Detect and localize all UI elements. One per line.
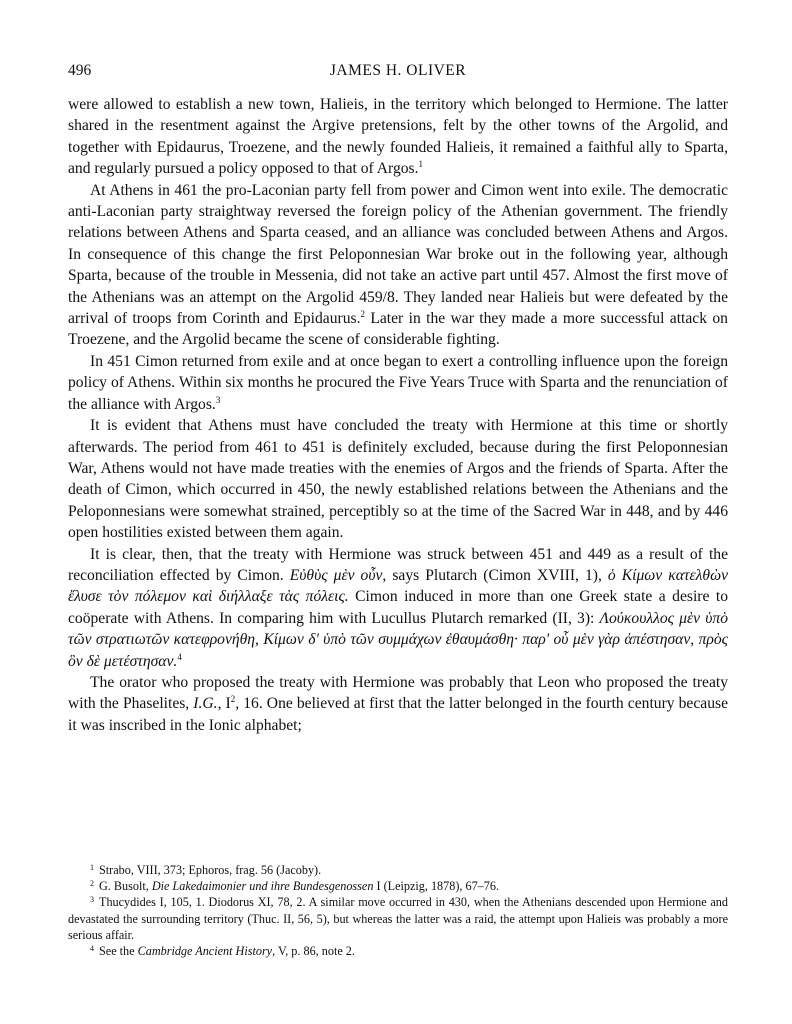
footnote-text: G. Busolt, [99,879,152,894]
footnote-text: See the [99,944,138,959]
footnote-mark: 2 [90,879,94,889]
footnote-text: , V, p. 86, note 2. [272,944,355,959]
footnotes [68,862,728,959]
paragraph-text: says Plutarch (Cimon XVIII, 1), [386,566,608,584]
paragraph-0 [68,94,728,180]
paragraph-2 [68,351,728,415]
greek-quotation: Εὐθὺς μὲν οὖν, [289,566,387,584]
footnote-ref-4: 4 [177,651,182,662]
paragraph-text: It is evident that Athens must have concluded the treaty with Hermione at this time or shortly afterwards. The period from 461 to 451 is definitely excluded, because during the first Peloponnesian War, Athens would not have made treaties with the enemies of Argos and the friends of Sparta. After the death of Cimon, which occurred in 450, the newly established relations between the Athenians and the Peloponnesians were somewhat strained, perceptibly so at the time of the Sacred War in 448, and by 446 open hostilities existed between them again. [68,417,728,542]
footnote-mark: 4 [90,944,94,954]
footnote-4 [68,943,728,959]
paragraph-4 [68,544,728,672]
footnote-ref-3: 3 [215,394,221,405]
body-text [68,94,728,736]
paragraph-text: In 451 Cimon returned from exile and at once began to exert a controlling influence upon the foreign policy of Athens. Within six months he procured the Five Years Truce with Sparta and the renunciation of the alliance with Argos. [68,352,728,413]
paragraph-5 [68,672,728,736]
citation: I.G. [193,695,218,713]
paragraph-text: Later in the war they made a more successful attack on Troezene, and the Argolid became the scene of considerable fighting. [68,310,728,349]
footnote-mark: 1 [90,863,94,872]
footnote-1 [68,862,728,878]
running-title: JAMES H. OLIVER [329,62,467,79]
footnote-text: Strabo, VIII, 373; Ephoros, frag. 56 (Jacoby). [99,863,322,877]
running-header [68,62,728,84]
footnote-mark: 3 [90,895,94,905]
superscript: 2 [230,694,236,705]
paragraph-1 [68,180,728,351]
footnote-ref-2: 2 [360,309,365,320]
page-number: 496 [68,62,92,79]
paragraph-text: It is clear, then, that the treaty with Hermione was struck between 451 and 449 as a result of the reconciliation effected by Cimon. [68,545,728,584]
paragraph-3 [68,415,728,543]
book-title: Die Lakedaimonier und ihre Bundesgenossen [151,879,374,894]
paragraph-text: The orator who proposed the treaty with Hermione was probably that Leon who proposed the treaty with the Phaselites, [68,673,728,713]
footnote-2 [68,878,728,894]
paragraph-text: At Athens in 461 the pro-Laconian party fell from power and Cimon went into exile. The democratic anti-Laconian party straightway reversed the foreign policy of the Athenian government. The friendly relations between Athens and Sparta ceased, and an alliance was concluded between Athens and Argos. In consequence of this change the first Peloponnesian War broke out in the following year, although Sparta, because of the trouble in Messenia, did not take an active part until 457. Almost the first move of the Athenians was an attempt on the Argolid 459/8. They landed near Halieis but were defeated by the arrival of troops from Corinth and Epidaurus. [68,181,728,328]
footnote-ref-1: 1 [418,159,424,170]
greek-quotation: ὁ Κίμων κατελθὼν ἔλυσε τὸν πόλεμον καὶ διήλλαξε τὰς πόλεις. [68,566,729,606]
footnote-text: I (Leipzig, 1878), 67–76. [373,879,500,894]
paragraph-text: were allowed to establish a new town, Halieis, in the territory which belonged to Hermione. The latter shared in the resentment against the Argive pretensions, felt by the other towns of the Argolid, and together with Epidaurus, Troezene, and the newly founded Halieis, it remained a faithful ally to Sparta, and regularly pursued a policy opposed to that of Argos. [68,96,728,178]
footnote-text: Thucydides I, 105, 1. Diodorus XI, 78, 2. A similar move occurred in 430, when the Athenians descended upon Hermione and devastated the surrounding territory (Thuc. II, 56, 5), but whereas the latter was a raid, the attempt upon Halieis was probably a more serious affair. [68,895,728,942]
book-title: Cambridge Ancient History [137,944,273,959]
paragraph-text: , 16. One believed at first that the latter belonged in the fourth century because it was inscribed in the Ionic alphabet; [68,695,728,734]
footnote-3 [68,894,728,943]
greek-quotation: Λούκουλλος μὲν ὑπὸ τῶν στρατιωτῶν κατεφρονήθη, Κίμων δ' ὑπὸ τῶν συμμάχων ἐθαυμάσθη· παρ' οὗ μὲν γὰρ ἀπέστησαν, πρὸς ὃν δὲ μετέστησαν. [68,609,729,670]
paragraph-text: , I [217,695,231,713]
paragraph-text: Cimon induced in more than one Greek state a desire to coöperate with Athens. In comparing him with Lucullus Plutarch remarked (II, 3): [68,588,728,627]
